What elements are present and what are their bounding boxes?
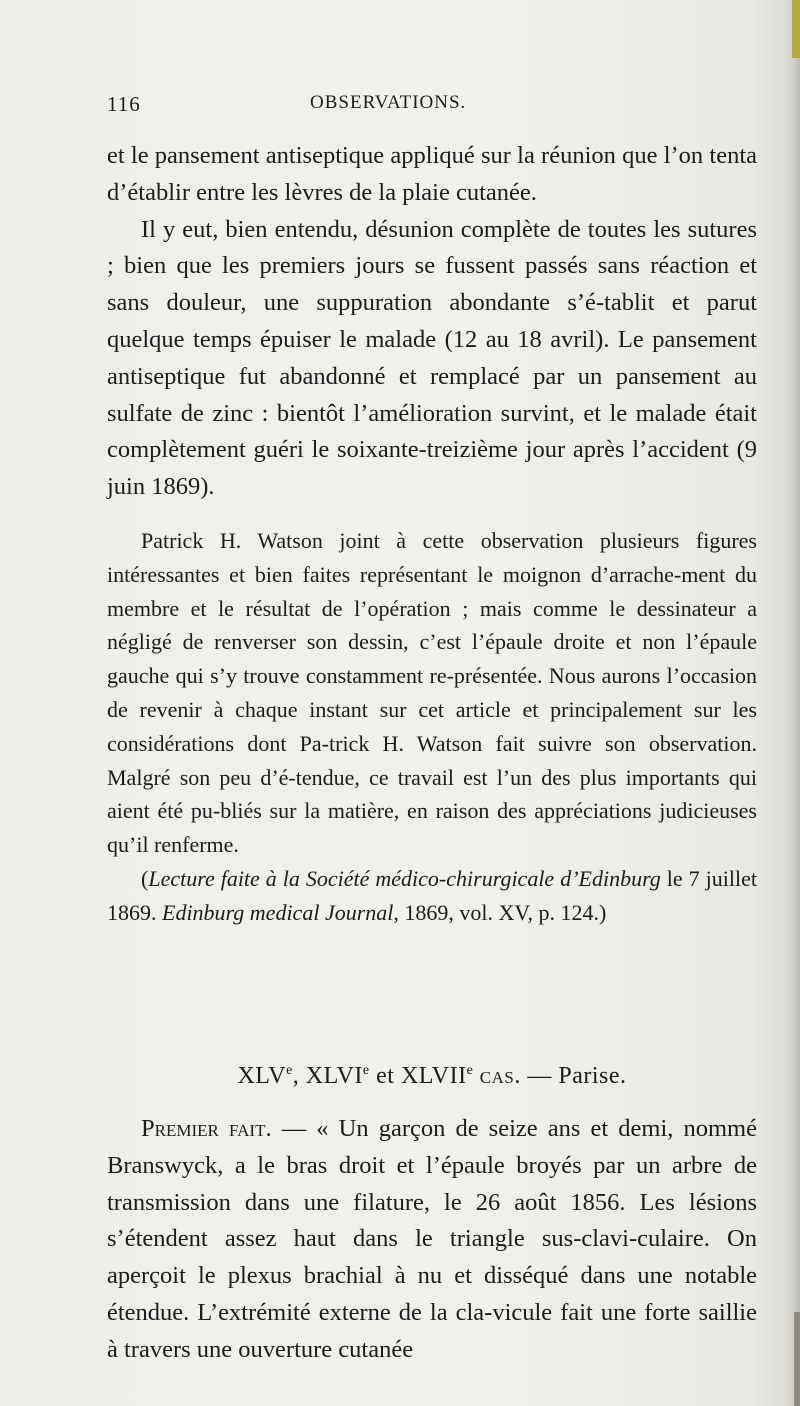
heading-case-2: , XLVI (292, 1063, 363, 1089)
heading-sup-1: e (286, 1063, 293, 1078)
citation-open: ( (141, 865, 149, 891)
heading-author: — Parise. (520, 1063, 627, 1089)
page-edge-mark-top (792, 0, 800, 58)
fait-block (107, 1111, 757, 1369)
citation-date: le 7 juillet 1869. (107, 865, 757, 925)
running-header (107, 92, 757, 122)
page-edge-shadow (786, 0, 800, 1406)
premier-fait-label: Premier fait. (141, 1115, 272, 1142)
paragraph-1-block (107, 138, 757, 506)
citation-journal: Edinburg medical Journal, (162, 899, 399, 925)
paragraph-3: Patrick H. Watson joint à cette observation plusieurs figures intéressantes et bien faites représentant le moignon d’arrache-ment du membre et le résultat de l’opération ; mais comme le dessinateur a négligé de renverser son dessin, c’est l’épaule droite et non l’épaule gauche qui s’y trouve constamment re-présentée. Nous aurons l’occasion de revenir à chaque instant sur cet article et principalement sur les considérations dont Pa-trick H. Watson fait suivre son observation. Malgré son peu d’é-tendue, ce travail est l’un des plus importants qui aient été pu-bliés sur la matière, en raison des appréciations judicieuses qu’il renferme. (107, 528, 757, 858)
premier-fait-text: — « Un garçon de seize ans et demi, nommé Branswyck, a le bras droit et l’épaule broyés par un arbre de transmission dans une filature, le 26 août 1856. Les lésions s’étendent assez haut dans le triangle sus-clavi-culaire. On aperçoit le plexus brachial à nu et disséqué dans une notable étendue. L’extrémité externe de la cla-vicule fait une forte saillie à travers une ouverture cutanée (107, 1115, 757, 1363)
heading-cas: cas. (473, 1063, 521, 1089)
page-number: 116 (107, 92, 141, 116)
page-edge-mark-bottom (794, 1312, 800, 1406)
running-title: OBSERVATIONS. (310, 92, 467, 113)
premier-fait-paragraph (107, 1111, 757, 1369)
heading-sup-2: e (362, 1063, 370, 1078)
citation-volume: 1869, vol. XV, p. 124.) (398, 899, 607, 925)
heading-case-3: et XLVII (369, 1063, 467, 1089)
section-heading (107, 1063, 757, 1090)
citation-lecture: Lecture faite à la Société médico-chirurgicale d’Edinburg (148, 865, 661, 891)
paragraph-1: et le pansement antiseptique appliqué sur la réunion que l’on tenta d’établir entre les lèvres de la plaie cutanée. (107, 142, 757, 206)
commentary-block (107, 524, 757, 930)
heading-case-1: XLV (237, 1063, 287, 1089)
heading-sup-3: e (466, 1063, 474, 1078)
citation (107, 862, 757, 930)
paragraph-2: Il y eut, bien entendu, désunion complète de toutes les sutures ; bien que les premiers jours se fussent passés sans réaction et sans douleur, une suppuration abondante s’é-tablit et parut quelque temps épuiser le malade (12 au 18 avril). Le pansement antiseptique fut abandonné et remplacé par un pansement au sulfate de zinc : bientôt l’amélioration survint, et le malade était complètement guéri le soixante-treizième jour après l’accident (9 juin 1869). (107, 215, 757, 501)
